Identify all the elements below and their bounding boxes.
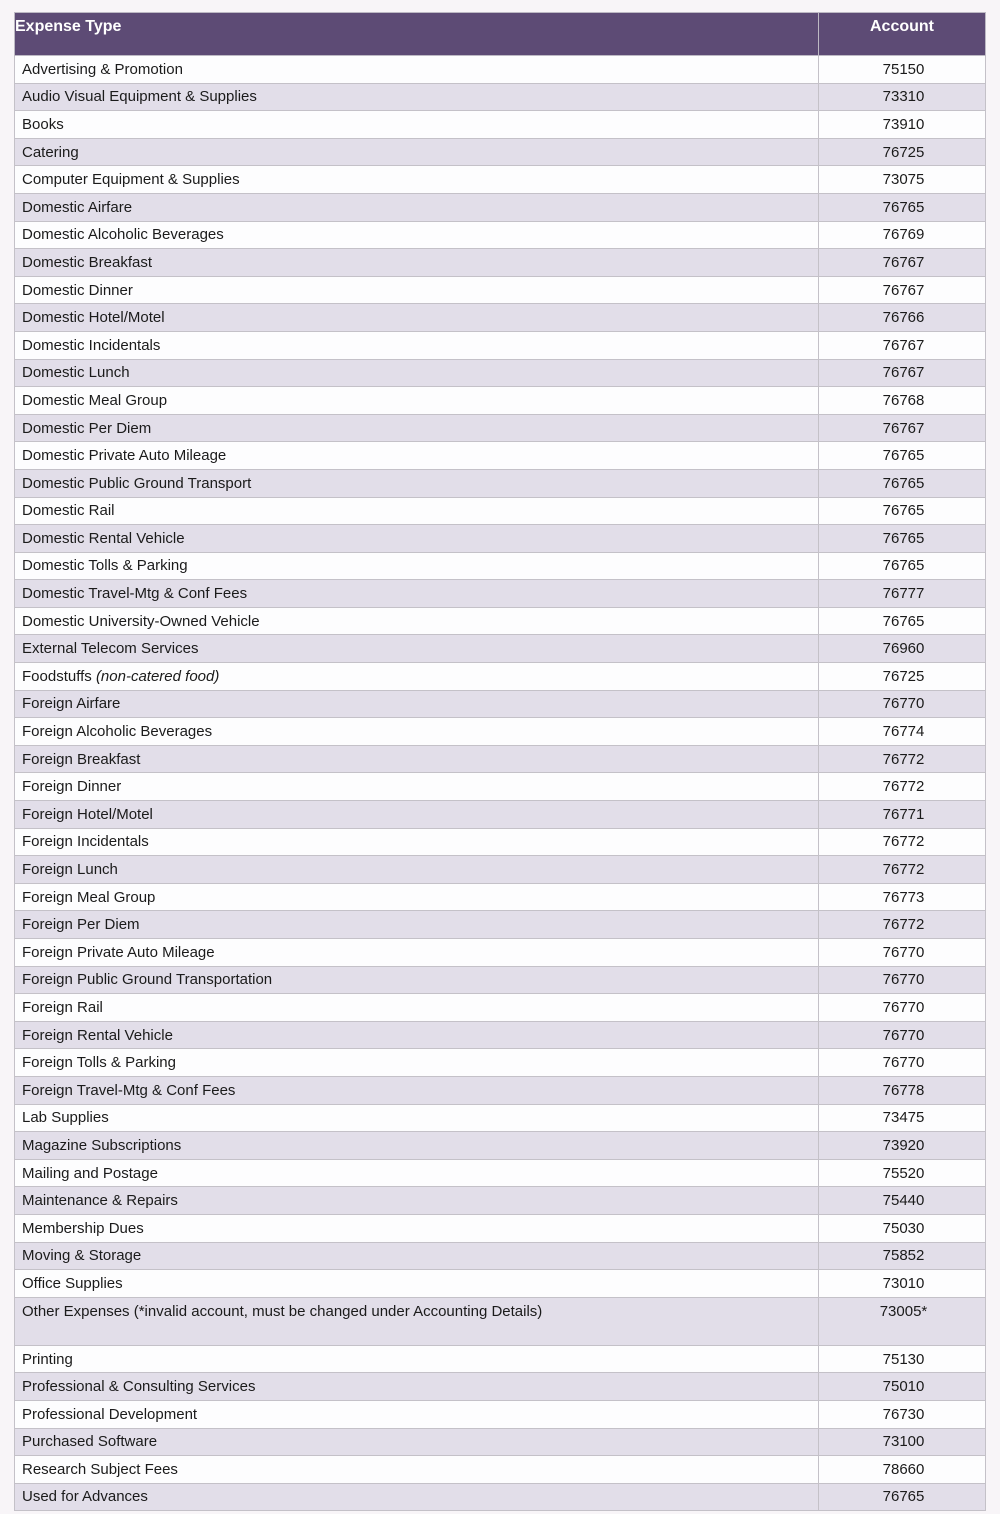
expense-type-cell: Mailing and Postage: [15, 1159, 819, 1187]
table-row: [15, 939, 986, 967]
table-row: [15, 442, 986, 470]
expense-type-cell: Purchased Software: [15, 1428, 819, 1456]
expense-type-cell: Foreign Per Diem: [15, 911, 819, 939]
account-cell: 76767: [819, 331, 986, 359]
account-cell: 76765: [819, 552, 986, 580]
account-cell: 76765: [819, 525, 986, 553]
table-row: [15, 801, 986, 829]
account-cell: 75150: [819, 56, 986, 84]
table-row: [15, 1076, 986, 1104]
expense-type-cell: Printing: [15, 1345, 819, 1373]
table-row: [15, 966, 986, 994]
table-row: [15, 138, 986, 166]
table-row: [15, 56, 986, 84]
account-cell: 76770: [819, 994, 986, 1022]
table-row: [15, 276, 986, 304]
account-cell: 76769: [819, 221, 986, 249]
table-row: [15, 469, 986, 497]
account-cell: 75130: [819, 1345, 986, 1373]
account-cell: 73910: [819, 111, 986, 139]
expense-type-cell: Maintenance & Repairs: [15, 1187, 819, 1215]
account-cell: 76765: [819, 497, 986, 525]
expense-type-cell: Audio Visual Equipment & Supplies: [15, 83, 819, 111]
table-row: [15, 828, 986, 856]
table-body: [15, 56, 986, 1511]
expense-type-cell: Catering: [15, 138, 819, 166]
account-cell: 76778: [819, 1076, 986, 1104]
expense-type-cell: Domestic Dinner: [15, 276, 819, 304]
table-row: [15, 994, 986, 1022]
table-row: [15, 193, 986, 221]
column-header-account: Account: [819, 13, 986, 56]
expense-type-cell: Domestic Incidentals: [15, 331, 819, 359]
table-row: [15, 1428, 986, 1456]
table-row: [15, 166, 986, 194]
table-row: [15, 911, 986, 939]
account-cell: 76770: [819, 966, 986, 994]
table-row: [15, 580, 986, 608]
expense-type-cell: Domestic Airfare: [15, 193, 819, 221]
expense-type-cell: Foreign Rail: [15, 994, 819, 1022]
expense-type-cell: Domestic Per Diem: [15, 414, 819, 442]
table-row: [15, 331, 986, 359]
account-cell: 76772: [819, 773, 986, 801]
expense-type-cell: Domestic Public Ground Transport: [15, 469, 819, 497]
account-cell: 73010: [819, 1270, 986, 1298]
expense-type-cell: Foodstuffs (non-catered food): [15, 663, 819, 691]
expense-type-cell: Domestic Hotel/Motel: [15, 304, 819, 332]
account-cell: 75440: [819, 1187, 986, 1215]
table-row: [15, 1400, 986, 1428]
expense-type-cell: Magazine Subscriptions: [15, 1132, 819, 1160]
table-row: [15, 1159, 986, 1187]
table-row: [15, 1373, 986, 1401]
account-cell: 75520: [819, 1159, 986, 1187]
account-cell: 76772: [819, 911, 986, 939]
account-cell: 76770: [819, 690, 986, 718]
table-row: [15, 1456, 986, 1484]
table-row: [15, 883, 986, 911]
table-row: [15, 414, 986, 442]
expense-type-cell: Domestic Lunch: [15, 359, 819, 387]
table-row: [15, 359, 986, 387]
expense-type-cell: Office Supplies: [15, 1270, 819, 1298]
expense-type-cell: Domestic Breakfast: [15, 249, 819, 277]
expense-type-cell: Domestic Private Auto Mileage: [15, 442, 819, 470]
account-cell: 76770: [819, 1021, 986, 1049]
account-cell: 75852: [819, 1242, 986, 1270]
account-cell: 76767: [819, 276, 986, 304]
account-cell: 76767: [819, 414, 986, 442]
account-cell: 73310: [819, 83, 986, 111]
account-cell: 76725: [819, 138, 986, 166]
table-header: [15, 13, 986, 56]
account-cell: 76767: [819, 359, 986, 387]
table-row: [15, 690, 986, 718]
header-row: [15, 13, 986, 56]
account-cell: 73920: [819, 1132, 986, 1160]
expense-type-cell: Foreign Travel-Mtg & Conf Fees: [15, 1076, 819, 1104]
table-row: [15, 83, 986, 111]
table-row: [15, 1270, 986, 1298]
expense-type-cell: Advertising & Promotion: [15, 56, 819, 84]
table-row: [15, 1214, 986, 1242]
table-row: [15, 304, 986, 332]
expense-type-cell: Domestic Rental Vehicle: [15, 525, 819, 553]
expense-type-cell: Computer Equipment & Supplies: [15, 166, 819, 194]
table-row: [15, 718, 986, 746]
expense-type-cell: Foreign Breakfast: [15, 745, 819, 773]
expense-type-cell: External Telecom Services: [15, 635, 819, 663]
account-cell: 76765: [819, 469, 986, 497]
table-row: [15, 387, 986, 415]
expense-type-cell: Foreign Private Auto Mileage: [15, 939, 819, 967]
expense-type-cell: Research Subject Fees: [15, 1456, 819, 1484]
table-row: [15, 856, 986, 884]
table-row: [15, 607, 986, 635]
expense-type-cell: Foreign Airfare: [15, 690, 819, 718]
expense-type-cell: Membership Dues: [15, 1214, 819, 1242]
table-row: [15, 1104, 986, 1132]
account-cell: 76770: [819, 939, 986, 967]
account-cell: 78660: [819, 1456, 986, 1484]
account-cell: 76765: [819, 607, 986, 635]
account-cell: 76766: [819, 304, 986, 332]
account-cell: 76765: [819, 1483, 986, 1511]
table-row: [15, 1132, 986, 1160]
expense-type-cell: Moving & Storage: [15, 1242, 819, 1270]
account-cell: 76765: [819, 442, 986, 470]
table-row: [15, 745, 986, 773]
expense-type-cell: Professional & Consulting Services: [15, 1373, 819, 1401]
account-cell: 73475: [819, 1104, 986, 1132]
expense-type-cell: Books: [15, 111, 819, 139]
table-row: [15, 221, 986, 249]
expense-type-cell: Foreign Hotel/Motel: [15, 801, 819, 829]
column-header-expense-type: Expense Type: [15, 13, 819, 56]
account-cell: 76772: [819, 856, 986, 884]
account-cell: 76774: [819, 718, 986, 746]
table-row: [15, 1483, 986, 1511]
table-row: [15, 111, 986, 139]
account-cell: 73100: [819, 1428, 986, 1456]
account-cell: 76730: [819, 1400, 986, 1428]
expense-type-cell: Other Expenses (*invalid account, must be changed under Accounting Details): [15, 1297, 819, 1345]
table-row: [15, 249, 986, 277]
expense-type-cell: Domestic Rail: [15, 497, 819, 525]
account-cell: 73075: [819, 166, 986, 194]
table-row: [15, 1049, 986, 1077]
table-row: [15, 773, 986, 801]
account-cell: 75030: [819, 1214, 986, 1242]
table-row: [15, 497, 986, 525]
account-cell: 76772: [819, 828, 986, 856]
expense-type-cell: Foreign Alcoholic Beverages: [15, 718, 819, 746]
expense-type-cell: Domestic Meal Group: [15, 387, 819, 415]
account-cell: 76770: [819, 1049, 986, 1077]
expense-type-cell: Used for Advances: [15, 1483, 819, 1511]
account-cell: 76765: [819, 193, 986, 221]
expense-type-cell: Foreign Lunch: [15, 856, 819, 884]
account-cell: 76767: [819, 249, 986, 277]
expense-type-cell: Domestic Travel-Mtg & Conf Fees: [15, 580, 819, 608]
expense-type-cell: Lab Supplies: [15, 1104, 819, 1132]
table-row: [15, 552, 986, 580]
expense-account-table: [14, 12, 986, 1511]
table-row: [15, 1297, 986, 1345]
table-row: [15, 1345, 986, 1373]
expense-account-table-container: [14, 12, 986, 1511]
expense-type-cell: Professional Development: [15, 1400, 819, 1428]
account-cell: 76771: [819, 801, 986, 829]
expense-type-cell: Foreign Incidentals: [15, 828, 819, 856]
expense-type-cell: Foreign Public Ground Transportation: [15, 966, 819, 994]
expense-type-cell: Domestic University-Owned Vehicle: [15, 607, 819, 635]
table-row: [15, 525, 986, 553]
expense-type-cell: Foreign Tolls & Parking: [15, 1049, 819, 1077]
account-cell: 76725: [819, 663, 986, 691]
expense-type-cell: Domestic Tolls & Parking: [15, 552, 819, 580]
table-row: [15, 1021, 986, 1049]
expense-type-cell: Domestic Alcoholic Beverages: [15, 221, 819, 249]
account-cell: 76772: [819, 745, 986, 773]
table-row: [15, 663, 986, 691]
expense-type-cell: Foreign Dinner: [15, 773, 819, 801]
expense-note: (non-catered food): [95, 667, 220, 685]
account-cell: 76777: [819, 580, 986, 608]
account-cell: 75010: [819, 1373, 986, 1401]
expense-type-cell: Foreign Rental Vehicle: [15, 1021, 819, 1049]
account-cell: 73005*: [819, 1297, 986, 1345]
account-cell: 76773: [819, 883, 986, 911]
account-cell: 76768: [819, 387, 986, 415]
table-row: [15, 635, 986, 663]
account-cell: 76960: [819, 635, 986, 663]
table-row: [15, 1242, 986, 1270]
expense-type-cell: Foreign Meal Group: [15, 883, 819, 911]
table-row: [15, 1187, 986, 1215]
